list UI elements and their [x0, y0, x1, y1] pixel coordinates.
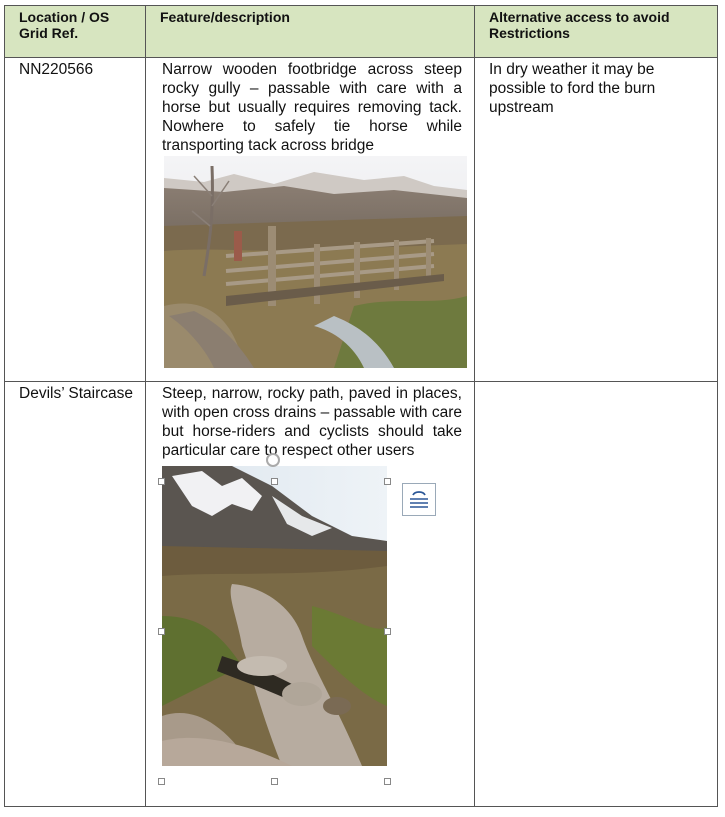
resize-handle-top-left[interactable]: [158, 478, 165, 485]
resize-handle-middle-right[interactable]: [384, 628, 391, 635]
table-row: [5, 58, 718, 382]
location-cell: NN220566: [5, 58, 146, 382]
alternative-cell: In dry weather it may be possible to ford the burn upstream: [475, 58, 718, 382]
description-cell: Narrow wooden footbridge across steep rocky gully – passable with care with a horse but usually requires removing tack. Nowhere to safely tie horse while transporting tack across bridge: [146, 58, 475, 382]
header-feature: Feature/description: [146, 6, 475, 58]
wooden-footbridge-photo[interactable]: [164, 156, 467, 368]
alternative-cell: [475, 382, 718, 807]
header-alternative: Alternative access to avoid Restrictions: [475, 6, 718, 58]
resize-handle-top-center[interactable]: [271, 478, 278, 485]
header-row: [5, 6, 718, 58]
description-cell: Steep, narrow, rocky path, paved in places, with open cross drains – passable with care but horse-riders and cyclists should take particular care to respect other users: [146, 382, 475, 807]
resize-handle-bottom-center[interactable]: [271, 778, 278, 785]
resize-handle-bottom-right[interactable]: [384, 778, 391, 785]
rocky-path-photo[interactable]: [162, 466, 387, 766]
header-location: Location / OS Grid Ref.: [5, 6, 146, 58]
table-row: [5, 382, 718, 807]
resize-handle-top-right[interactable]: [384, 478, 391, 485]
restrictions-table: [4, 5, 718, 807]
resize-handle-bottom-left[interactable]: [158, 778, 165, 785]
resize-handle-middle-left[interactable]: [158, 628, 165, 635]
location-cell: Devils’ Staircase: [5, 382, 146, 807]
rotate-handle-icon[interactable]: [266, 453, 280, 467]
layout-options-icon[interactable]: [402, 483, 436, 516]
